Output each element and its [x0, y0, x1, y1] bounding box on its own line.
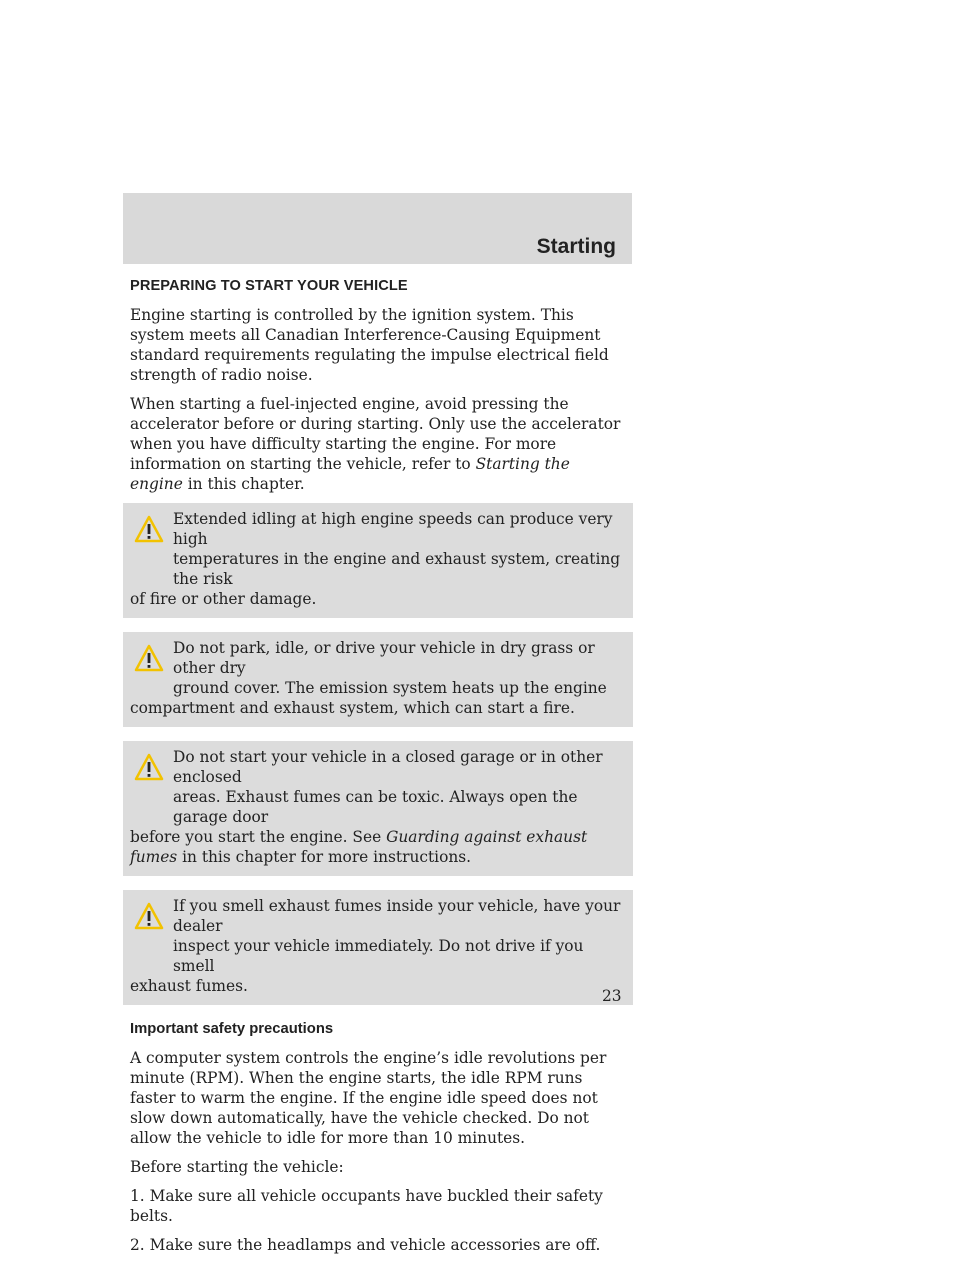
- warning-box-exhaust-smell: [123, 890, 633, 1005]
- warning-triangle-icon: [134, 515, 164, 543]
- page-number: 23: [602, 987, 622, 1005]
- section-title: Starting: [536, 235, 616, 258]
- paragraph-fuel-injected-tail: in this chapter.: [182, 475, 305, 493]
- warning-text-line: ground cover. The emission system heats up the engine: [173, 679, 607, 697]
- warning-box-idling: [123, 503, 633, 618]
- paragraph-idle-rpm: A computer system controls the engine’s idle revolutions per minute (RPM). When the engine starts, the idle RPM runs faster to warm the engine. If the engine idle speed does not slow down automatically, have the vehicle checked. Do not allow the vehicle to idle for more than 10 minutes.: [130, 1049, 607, 1147]
- paragraph-ignition: Engine starting is controlled by the ignition system. This system meets all Canadian Interference-Causing Equipment standard requirements regulating the impulse electrical field strength of radio noise.: [130, 306, 609, 384]
- warning-text-segment: before you start the engine. See: [130, 828, 387, 846]
- chapter-header-band: [123, 193, 632, 264]
- page-content: [130, 276, 626, 1264]
- warning-triangle-icon: [134, 644, 164, 672]
- paragraph-before-starting: Before starting the vehicle:: [130, 1158, 344, 1176]
- cross-reference-starting-engine: Starting the engine: [130, 455, 570, 493]
- warning-text-line: Do not park, idle, or drive your vehicle in dry grass or other dry: [173, 639, 595, 677]
- warning-text-line: exhaust fumes.: [130, 977, 248, 995]
- paragraph-fuel-injected: [130, 394, 626, 494]
- cross-reference-exhaust-fumes: Guarding against exhaust fumes: [130, 828, 588, 866]
- section-heading: PREPARING TO START YOUR VEHICLE: [130, 278, 408, 294]
- warning-text-line: of fire or other damage.: [130, 590, 317, 608]
- warning-box-closed-garage: [123, 741, 633, 876]
- subsection-heading: Important safety precautions: [130, 1021, 334, 1037]
- paragraph-fuel-injected-text: When starting a fuel-injected engine, avoid pressing the accelerator before or during starting. Only use the accelerator when you have difficulty starting the engine. For more information on starting the vehicle, refer to: [130, 395, 621, 473]
- step-item: 2. Make sure the headlamps and vehicle accessories are off.: [130, 1236, 601, 1254]
- warning-triangle-icon: [134, 902, 164, 930]
- warning-text-line: Do not start your vehicle in a closed garage or in other enclosed: [173, 748, 603, 786]
- warning-triangle-icon: [134, 753, 164, 781]
- warning-text-line: inspect your vehicle immediately. Do not drive if you smell: [173, 937, 584, 975]
- warning-text-line: Extended idling at high engine speeds can produce very high: [173, 510, 613, 548]
- warning-text-line: temperatures in the engine and exhaust system, creating the risk: [173, 550, 621, 588]
- step-item: 1. Make sure all vehicle occupants have buckled their safety belts.: [130, 1187, 603, 1225]
- warning-box-dry-grass: [123, 632, 633, 727]
- warning-text-segment: in this chapter for more instructions.: [177, 848, 472, 866]
- warning-text-line: If you smell exhaust fumes inside your vehicle, have your dealer: [173, 897, 621, 935]
- warning-text-line: compartment and exhaust system, which can start a fire.: [130, 699, 575, 717]
- warning-text-rest: [130, 827, 626, 867]
- warning-text-line: areas. Exhaust fumes can be toxic. Always open the garage door: [173, 788, 578, 826]
